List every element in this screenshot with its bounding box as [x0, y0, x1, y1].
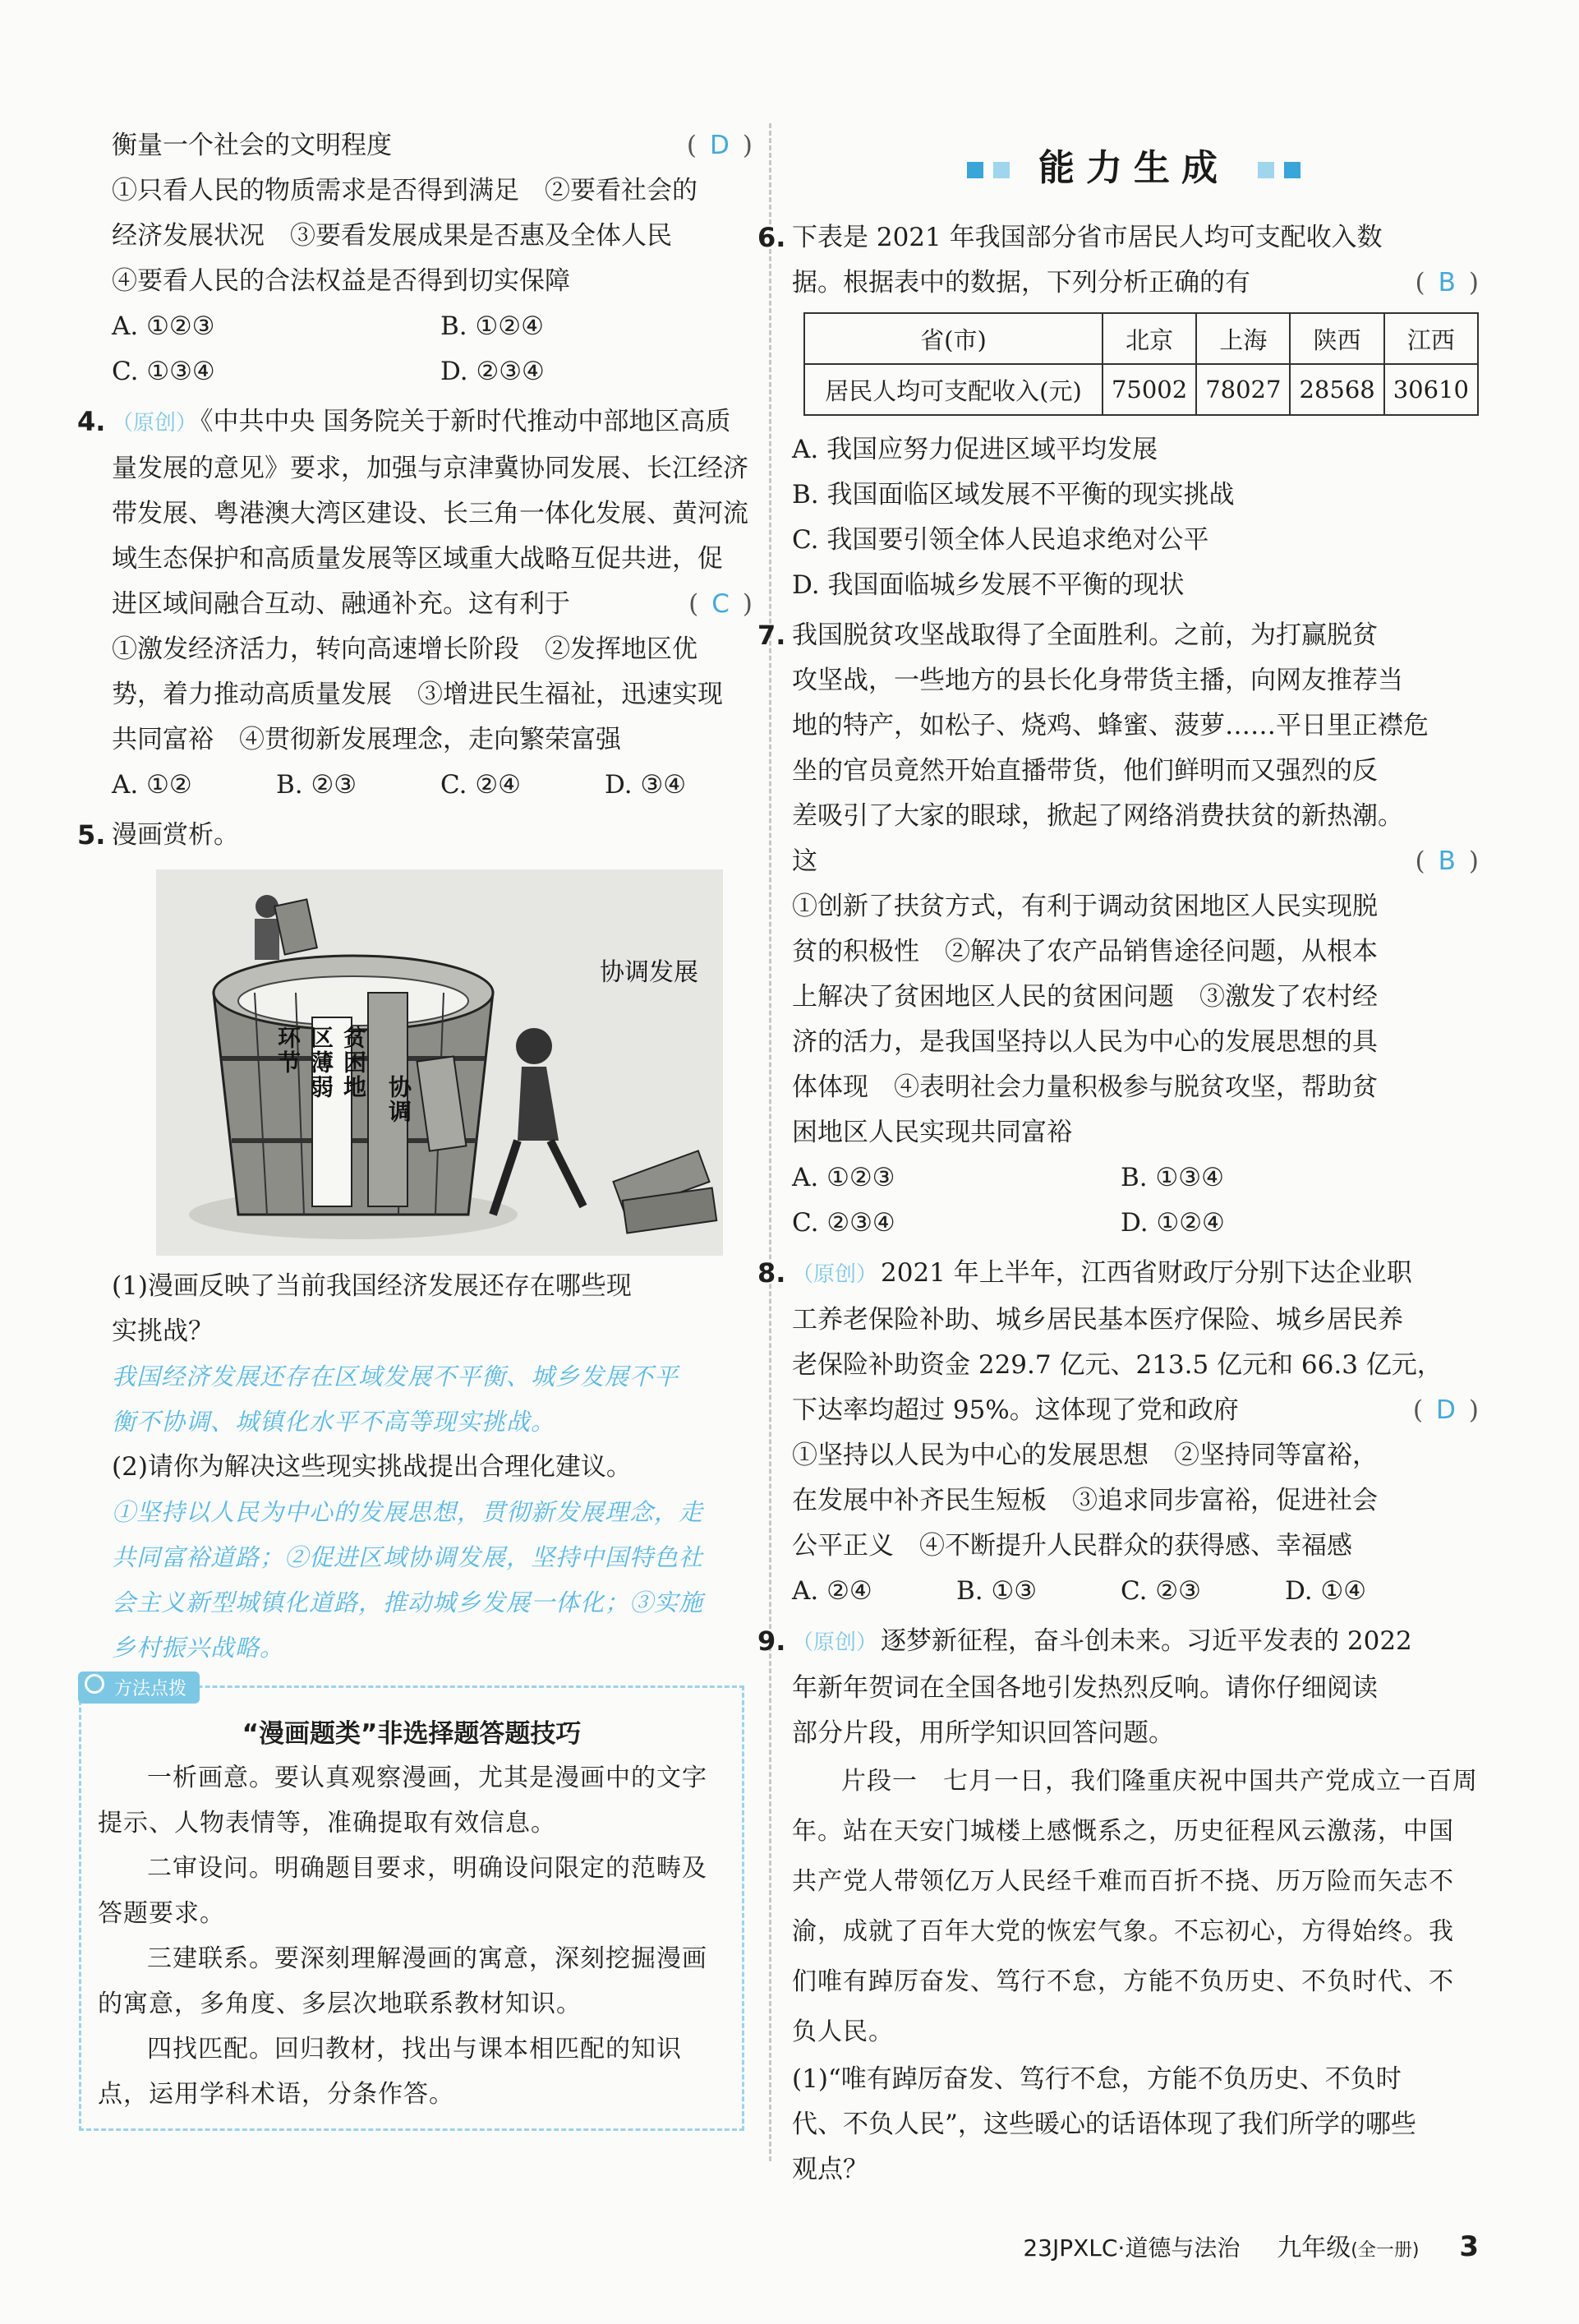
square-icon — [1258, 162, 1274, 178]
q5-answer2: ①坚持以人民为中心的发展思想，贯彻新发展理念，走 — [112, 1498, 704, 1526]
q7-answer: B — [1438, 846, 1456, 876]
q9-sub1: 代、不负人民”，这些暖心的话语体现了我们所学的哪些 — [792, 2110, 1416, 2139]
income-table — [803, 312, 1479, 416]
comic-illustration — [156, 869, 723, 1256]
q7-option-d[interactable]: D. ①②④ — [1121, 1208, 1225, 1238]
q9-sub1: (1)“唯有踔厉奋发、笃行不怠，方能不负历史、不负时 — [792, 2064, 1402, 2094]
q7-answer-box: ( B ) — [1415, 846, 1479, 876]
q8-answer-box: ( D ) — [1412, 1395, 1479, 1425]
question-7: 7. 我国脱贫攻坚战取得了全面胜利。之前，为打赢脱贫 攻坚战，一些地方的县长化身带货主播，向网友推荐当 地的特产，如松子、烧鸡、蜂蜜、菠萝……平日里正襟危 坐的官员竟然开始直播带货，他们鲜明而又强烈的反 差吸引了大家的眼球，掀起了网络消费扶贫的新热潮。 这 ( B ) ①创新了扶贫方式，有利于调动贫困地区人民实现脱 贫的积极性 ②解决了农产品销售途径问题，从根本 上解决了贫困地区人民的贫困问题 ③激发了农村经 济的活力，是我国坚持以人民为中心的发展思想的具 体体现 ④表明社会力量积极参与脱贫攻坚，帮助贫 困地区人民实现共同富裕 A. ①②③ B. ①③④ C. ②③④ D. ①②④ — [792, 613, 1479, 1246]
q6-number: 6. — [757, 222, 786, 253]
q5-answer2: 共同富裕道路；②促进区域协调发展，坚持中国特色社 — [112, 1543, 704, 1571]
q3-answer: D — [710, 131, 730, 160]
magnifier-icon — [85, 1674, 104, 1694]
q4-options-row — [112, 763, 753, 808]
q5-stem: 漫画赏析。 — [112, 820, 239, 850]
q7-option-c[interactable]: C. ②③④ — [792, 1208, 895, 1238]
q6-option-d[interactable]: D. 我国面临城乡发展不平衡的现状 — [792, 570, 1185, 600]
section-title: 能力生成 — [1038, 147, 1229, 189]
q3-options-row — [112, 304, 753, 349]
table-row — [804, 364, 1478, 415]
q6-answer: B — [1438, 268, 1456, 297]
q5-sub2: (2)请你为解决这些现实挑战提出合理化建议。 — [112, 1452, 632, 1482]
square-icon — [967, 162, 983, 178]
table-header-cell: 省(市) — [804, 313, 1103, 364]
table-header-cell: 江西 — [1384, 313, 1478, 364]
q5-answer1: 衡不协调、城镇化水平不高等现实挑战。 — [112, 1408, 556, 1436]
wooden-barrel-image — [156, 869, 723, 1256]
table-cell: 28568 — [1290, 364, 1383, 415]
table-cell: 75002 — [1103, 364, 1196, 415]
q4-answer: C — [711, 589, 730, 619]
comic-caption-coordinated-development: 协调发展 — [600, 958, 698, 987]
original-tag: （原创） — [792, 1630, 878, 1655]
q8-answer: D — [1436, 1395, 1456, 1425]
q7-options-row — [792, 1201, 1479, 1246]
q4-option-c[interactable]: C. ②④ — [440, 770, 521, 800]
q7-option-b[interactable]: B. ①③④ — [1121, 1163, 1224, 1192]
right-column — [757, 215, 1479, 2193]
q5-number: 5. — [77, 819, 106, 851]
method-badge: 方法点拨 — [78, 1672, 200, 1704]
volume-label: (全一册) — [1351, 2240, 1420, 2261]
question-8: 8. （原创） 2021 年上半年，江西省财政厅分别下达企业职 工养老保险补助、城乡居民基本医疗保险、城乡居民养 老保险补助资金 229.7 亿元、213.5 亿元和 66.3 亿元， 下达率均超过 95%。这体现了党和政府 ( D ) ①坚持以人民为中心的发展思想 ②坚持同等富裕， 在发展中补齐民生短板 ③追求同步富裕，促进社会 公平正义 ④不断提升人民群众的获得感、幸福感 A. ②④ B. ①③ C. ②③ D. ①④ — [792, 1251, 1479, 1614]
page-number: 3 — [1459, 2230, 1479, 2263]
grade-label: 九年级 — [1277, 2234, 1351, 2262]
square-icon — [993, 162, 1010, 178]
q4-option-a[interactable]: A. ①② — [112, 770, 192, 800]
question-9: 9. （原创） 逐梦新征程，奋斗创未来。习近平发表的 2022 年新年贺词在全国各地引发热烈反响。请你仔细阅读 部分片段，用所学知识回答问题。 片段一 七月一日，我们隆重庆祝中国共产党成立一百周年。站在天安门城楼上感慨系之，历史征程风云激荡，中国共产党人带领亿万人民经千难而百折不挠、历万险而矢志不渝，成就了百年大党的恢宏气象。不忘初心，方得始终。我们唯有踔厉奋发、笃行不怠，方能不负历史、不负时代、不负人民。 (1)“唯有踔厉奋发、笃行不怠，方能不负历史、不负时 代、不负人民”，这些暖心的话语体现了我们所学的哪些 观点？ — [792, 1619, 1479, 2193]
q3-stem-line: 衡量一个社会的文明程度 ( D ) — [112, 123, 753, 168]
q8-option-b[interactable]: B. ①③ — [956, 1576, 1038, 1606]
table-header-cell: 陕西 — [1290, 313, 1383, 364]
q5-answer2: 会主义新型城镇化道路，推动城乡发展一体化；③实施 — [112, 1589, 704, 1616]
q4-number: 4. — [77, 406, 106, 437]
q4-option-b[interactable]: B. ②③ — [276, 770, 357, 800]
q7-options-row — [792, 1155, 1479, 1201]
barrel-label-poor-region: 贫困地区薄弱环节 — [274, 1026, 367, 1100]
plank-label-coordinate: 协调 — [385, 1075, 412, 1124]
q3-statement: ④要看人民的合法权益是否得到切实保障 — [112, 266, 570, 296]
q8-option-d[interactable]: D. ①④ — [1285, 1576, 1367, 1606]
q8-option-c[interactable]: C. ②③ — [1121, 1576, 1201, 1606]
q6-option-b[interactable]: B. 我国面临区域发展不平衡的现实挑战 — [792, 480, 1235, 510]
q8-option-a[interactable]: A. ②④ — [792, 1576, 872, 1606]
q3-options-row — [112, 349, 753, 394]
q5-answer1: 我国经济发展还存在区域发展不平衡、城乡发展不平 — [112, 1363, 679, 1390]
left-column — [77, 123, 753, 2131]
method-step: 四找匹配。回归教材，找出与课本相匹配的知识点，运用学科术语，分条作答。 — [98, 2035, 682, 2109]
q9-passage: 片段一 七月一日，我们隆重庆祝中国共产党成立一百周年。站在天安门城楼上感慨系之，历史征程风云激荡，中国共产党人带领亿万人民经千难而百折不挠、历万险而矢志不渝，成就了百年大党的恢宏气象。不忘初心，方得始终。我们唯有踔厉奋发、笃行不怠，方能不负历史、不负时代、不负人民。 — [792, 1767, 1478, 2046]
q7-number: 7. — [757, 620, 786, 651]
method-step: 一析画意。要认真观察漫画，尤其是漫画中的文字提示、人物表情等，准确提取有效信息。 — [98, 1764, 707, 1838]
table-cell: 78027 — [1196, 364, 1290, 415]
q4-answer-box: ( C ) — [688, 589, 753, 619]
table-header-cell: 上海 — [1196, 313, 1290, 364]
table-row — [804, 313, 1478, 364]
page-footer — [822, 2227, 1479, 2263]
table-header-cell: 北京 — [1103, 313, 1196, 364]
square-icon — [1284, 162, 1300, 178]
q4-option-d[interactable]: D. ③④ — [605, 770, 687, 800]
original-tag: （原创） — [792, 1262, 878, 1287]
q3-option-b[interactable]: B. ①②④ — [440, 311, 544, 341]
q9-sub1: 观点？ — [792, 2155, 868, 2184]
method-title: “漫画题类”非选择题答题技巧 — [242, 1719, 582, 1749]
column-divider — [769, 123, 771, 2161]
q5-answer2: 乡村振兴战略。 — [112, 1634, 285, 1662]
q3-option-d[interactable]: D. ②③④ — [440, 357, 545, 386]
q3-statement: 经济发展状况 ③要看发展成果是否惠及全体人民 — [112, 221, 672, 251]
q3-option-a[interactable]: A. ①②③ — [112, 311, 215, 341]
q8-number: 8. — [757, 1257, 786, 1289]
q3-option-c[interactable]: C. ①③④ — [112, 357, 215, 386]
q6-option-a[interactable]: A. 我国应努力促进区域平均发展 — [792, 435, 1158, 464]
table-cell: 居民人均可支配收入(元) — [804, 364, 1103, 415]
q6-option-c[interactable]: C. 我国要引领全体人民追求绝对公平 — [792, 525, 1209, 555]
section-header — [904, 138, 1364, 191]
q5-sub1: (1)漫画反映了当前我国经济发展还存在哪些现 — [112, 1271, 632, 1301]
q8-options-row — [792, 1569, 1479, 1614]
q6-answer-box: ( B ) — [1415, 268, 1479, 297]
q3-answer-box: ( D ) — [686, 131, 753, 160]
method-step: 二审设问。明确题目要求，明确设问限定的范畴及答题要求。 — [98, 1854, 707, 1928]
q3-statement: ①只看人民的物质需求是否得到满足 ②要看社会的 — [112, 176, 697, 205]
original-tag: （原创） — [112, 411, 198, 436]
q5-sub1: 实挑战？ — [112, 1316, 214, 1346]
question-5 — [77, 813, 753, 1671]
question-4: 4. （原创） 《中共中央 国务院关于新时代推动中部地区高质 量发展的意见》要求，加强与京津冀协同发展、长江经济 带发展、粤港澳大湾区建设、长三角一体化发展、黄河流 域生态保护和高质量发展等区域重大战略互促共进，促 进区域间融合互动、融通补充。这有利于 ( C ) ①激发经济活力，转向高速增长阶段 ②发挥地区优 势，着力推动高质量发展 ③增进民生福祉，迅速实现 共同富裕 ④贯彻新发展理念，走向繁荣富强 A. ①② B. ②③ C. ②④ D. ③④ — [112, 399, 753, 808]
method-tips-box — [79, 1679, 744, 2131]
q9-number: 9. — [757, 1625, 786, 1657]
book-code: 23JPXLC·道德与法治 — [1023, 2234, 1241, 2262]
q7-option-a[interactable]: A. ①②③ — [792, 1163, 895, 1192]
question-6: 6. 下表是 2021 年我国部分省市居民人均可支配收入数 据。根据表中的数据，下列分析正确的有 ( B ) 省(市) 北京 上海 陕西 江西 居民人均可支配收入(元) 75002 78027 28568 30610 A. 我国应努力促进区域平均发展 B. 我国面临区域发展不平衡的现实挑战 C. 我国要引领全体人民追求绝对公平 D. 我国面临城乡发展不平衡的现状 — [792, 215, 1479, 608]
method-step: 三建联系。要深刻理解漫画的寓意，深刻挖掘漫画的寓意，多角度、多层次地联系教材知识。 — [98, 1944, 707, 2018]
table-cell: 30610 — [1384, 364, 1478, 415]
